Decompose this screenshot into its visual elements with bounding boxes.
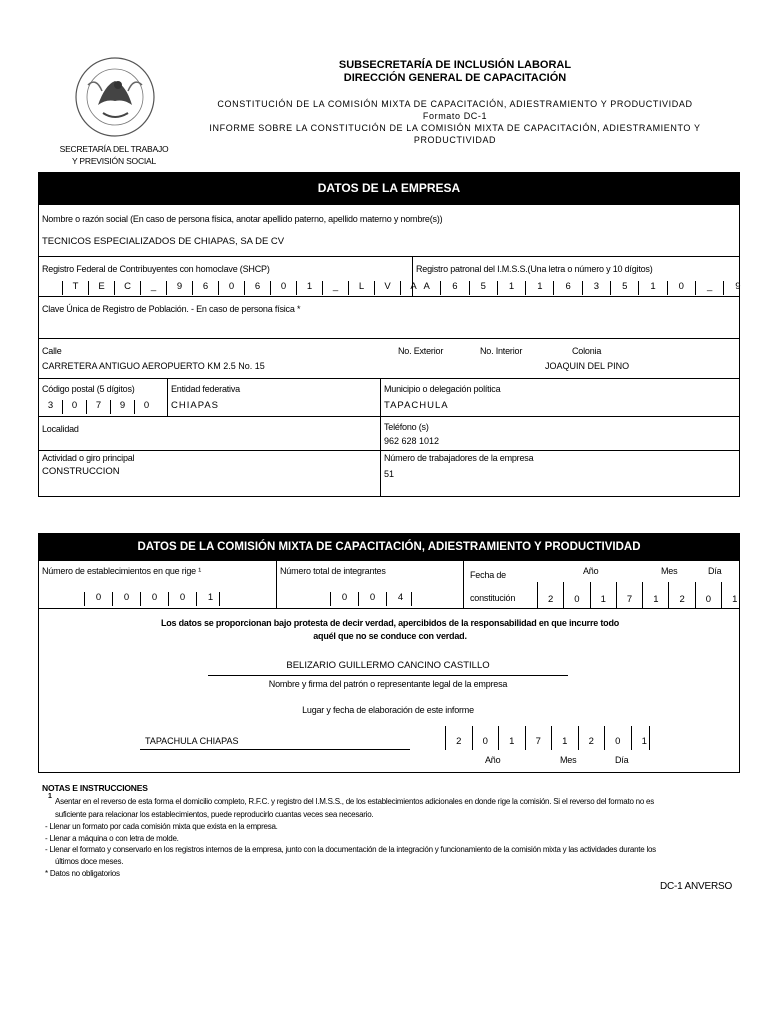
note-3: - Llenar a máquina o con letra de molde.: [45, 834, 179, 843]
protesta-line2: aquél que no se conduce con verdad.: [313, 631, 467, 641]
char-cell: 2: [445, 726, 472, 750]
calle-value: CARRETERA ANTIGUO AEROPUERTO KM 2.5 No. 15: [42, 361, 265, 371]
entidad-value: CHIAPAS: [171, 400, 220, 411]
localidad-label: Localidad: [42, 424, 79, 434]
colonia-value: JOAQUIN DEL PINO: [545, 361, 630, 371]
char-cell: 0: [140, 592, 168, 606]
char-cell: 1: [631, 726, 658, 750]
rfc-cells: [62, 281, 426, 295]
firmante-name: BELIZARIO GUILLERMO CANCINO CASTILLO: [286, 660, 490, 671]
char-cell: 0: [330, 592, 358, 606]
char-cell: 1: [551, 726, 578, 750]
char-cell: 0: [358, 592, 386, 606]
char-cell: V: [374, 281, 400, 295]
razon-social-label: Nombre o razón social (En caso de persona física, anotar apellido paterno, apellido materno y nombre(s)): [42, 214, 443, 224]
empresa-section-title: DATOS DE LA EMPRESA: [38, 172, 740, 205]
char-cell: 3: [38, 400, 62, 414]
fecha-label-1: Fecha de: [470, 570, 506, 580]
cp-cells: [38, 400, 158, 414]
anio-label: Año: [583, 566, 599, 576]
char-cell: E: [88, 281, 114, 295]
dia-label: Día: [708, 566, 722, 576]
elab-dia-label: Día: [615, 755, 629, 765]
char-cell: 1: [498, 726, 525, 750]
char-cell: 2: [578, 726, 605, 750]
fecha-constitucion-cells: [537, 582, 747, 608]
notas-title: NOTAS E INSTRUCCIONES: [42, 783, 148, 793]
trabajadores-label: Número de trabajadores de la empresa: [384, 453, 534, 463]
char-cell: 0: [62, 400, 86, 414]
razon-social-value: TECNICOS ESPECIALIZADOS DE CHIAPAS, SA DE CV: [42, 236, 285, 247]
char-cell: 5: [610, 281, 638, 295]
colonia-label: Colonia: [572, 346, 602, 356]
curp-label: Clave Única de Registro de Población. - En caso de persona física *: [42, 304, 301, 314]
char-cell: 1: [196, 592, 224, 606]
imss-label: Registro patronal del I.M.S.S.(Una letra o número y 10 dígitos): [416, 264, 653, 274]
no-exterior-label: No. Exterior: [398, 346, 444, 356]
header-title-2: DIRECCIÓN GENERAL DE CAPACITACIÓN: [343, 72, 567, 84]
char-cell: 7: [86, 400, 110, 414]
char-cell: 6: [553, 281, 581, 295]
header-subtitle-4: PRODUCTIVIDAD: [413, 135, 497, 145]
char-cell: 9: [723, 281, 751, 295]
char-cell: 0: [667, 281, 695, 295]
note-4b: últimos doce meses.: [55, 857, 124, 866]
note-1-mark: 1: [48, 793, 52, 800]
header-subtitle-2: Formato DC-1: [422, 111, 488, 121]
actividad-label: Actividad o giro principal: [42, 453, 135, 463]
char-cell: 1: [638, 281, 666, 295]
char-cell: 7: [616, 582, 642, 608]
char-cell: 2: [537, 582, 563, 608]
char-cell: 0: [168, 592, 196, 606]
lugar-label: Lugar y fecha de elaboración de este informe: [302, 705, 474, 715]
fecha-elaboracion-cells: [445, 726, 657, 750]
imss-cells: [412, 281, 752, 295]
char-cell: 9: [110, 400, 134, 414]
form-code: DC-1 ANVERSO: [660, 881, 733, 892]
note-1a: Asentar en el reverso de esta forma el domicilio completo, R.F.C. y registro del I.M.S.S., de los establecimientos adicionales en donde rige la comisión. Si el reverso del formato no es: [55, 797, 654, 806]
char-cell: 0: [695, 582, 721, 608]
fecha-label-2: constitución: [470, 593, 516, 603]
char-cell: 1: [590, 582, 616, 608]
eagle-seal-icon: [58, 55, 173, 140]
char-cell: T: [62, 281, 88, 295]
integrantes-cells: [330, 592, 414, 606]
elab-anio-label: Año: [485, 755, 501, 765]
establecimientos-label: Número de establecimientos en que rige ¹: [42, 566, 202, 576]
municipio-value: TAPACHULA: [384, 400, 449, 411]
establecimientos-cells: [84, 592, 224, 606]
seal-logo: [58, 55, 173, 140]
municipio-label: Municipio o delegación política: [384, 384, 501, 394]
no-interior-label: No. Interior: [480, 346, 523, 356]
rfc-label: Registro Federal de Contribuyentes con homoclave (SHCP): [42, 264, 270, 274]
actividad-value: CONSTRUCCION: [42, 466, 120, 477]
char-cell: 0: [270, 281, 296, 295]
char-cell: 0: [134, 400, 158, 414]
char-cell: L: [348, 281, 374, 295]
char-cell: 0: [604, 726, 631, 750]
firma-label: Nombre y firma del patrón o representante legal de la empresa: [268, 679, 508, 689]
char-cell: _: [322, 281, 348, 295]
char-cell: C: [114, 281, 140, 295]
header-subtitle-3: INFORME SOBRE LA CONSTITUCIÓN DE LA COMISIÓN MIXTA DE CAPACITACIÓN, ADIESTRAMIENTO Y: [209, 123, 701, 133]
char-cell: 1: [642, 582, 668, 608]
char-cell: 1: [721, 582, 747, 608]
calle-label: Calle: [42, 346, 62, 356]
char-cell: 2: [668, 582, 694, 608]
elab-mes-label: Mes: [560, 755, 577, 765]
char-cell: 5: [469, 281, 497, 295]
note-2: - Llenar un formato por cada comisión mixta que exista en la empresa.: [45, 822, 278, 831]
char-cell: 6: [440, 281, 468, 295]
char-cell: 0: [563, 582, 589, 608]
char-cell: A: [400, 281, 426, 295]
telefono-label: Teléfono (s): [384, 422, 429, 432]
note-1b: suficiente para relacionar los establecimientos, puede reproducirlo cuantas veces sea necesario.: [55, 810, 374, 819]
ministry-line2: Y PREVISIÓN SOCIAL: [71, 156, 157, 166]
char-cell: 9: [166, 281, 192, 295]
char-cell: 3: [582, 281, 610, 295]
note-5: * Datos no obligatorios: [45, 869, 120, 878]
header-title-1: SUBSECRETARÍA DE INCLUSIÓN LABORAL: [338, 59, 572, 71]
comision-section-title: DATOS DE LA COMISIÓN MIXTA DE CAPACITACIÓN, ADIESTRAMIENTO Y PRODUCTIVIDAD: [38, 533, 740, 561]
char-cell: 1: [525, 281, 553, 295]
protesta-line1: Los datos se proporcionan bajo protesta de decir verdad, apercibidos de la responsabilidad en que incurre todo: [160, 618, 620, 628]
char-cell: 0: [218, 281, 244, 295]
telefono-value: 962 628 1012: [384, 436, 440, 446]
char-cell: 0: [472, 726, 499, 750]
char-cell: 6: [244, 281, 270, 295]
integrantes-label: Número total de integrantes: [280, 566, 386, 576]
cp-label: Código postal (5 dígitos): [42, 384, 135, 394]
char-cell: 7: [525, 726, 552, 750]
char-cell: _: [695, 281, 723, 295]
char-cell: 4: [386, 592, 414, 606]
header-subtitle-1: CONSTITUCIÓN DE LA COMISIÓN MIXTA DE CAPACITACIÓN, ADIESTRAMIENTO Y PRODUCTIVIDAD: [217, 99, 693, 109]
mes-label: Mes: [661, 566, 678, 576]
char-cell: 0: [84, 592, 112, 606]
entidad-label: Entidad federativa: [171, 384, 240, 394]
char-cell: 6: [192, 281, 218, 295]
note-4a: - Llenar el formato y conservarlo en los registros internos de la empresa, junto con la documentación de la integración y funcionamiento de la comisión mixta y las actividades durante los: [45, 845, 656, 854]
char-cell: 1: [497, 281, 525, 295]
char-cell: 1: [296, 281, 322, 295]
char-cell: 0: [112, 592, 140, 606]
lugar-value: TAPACHULA CHIAPAS: [145, 736, 239, 746]
char-cell: A: [412, 281, 440, 295]
trabajadores-value: 51: [384, 469, 395, 479]
ministry-line1: SECRETARÍA DEL TRABAJO: [59, 144, 169, 154]
char-cell: _: [140, 281, 166, 295]
